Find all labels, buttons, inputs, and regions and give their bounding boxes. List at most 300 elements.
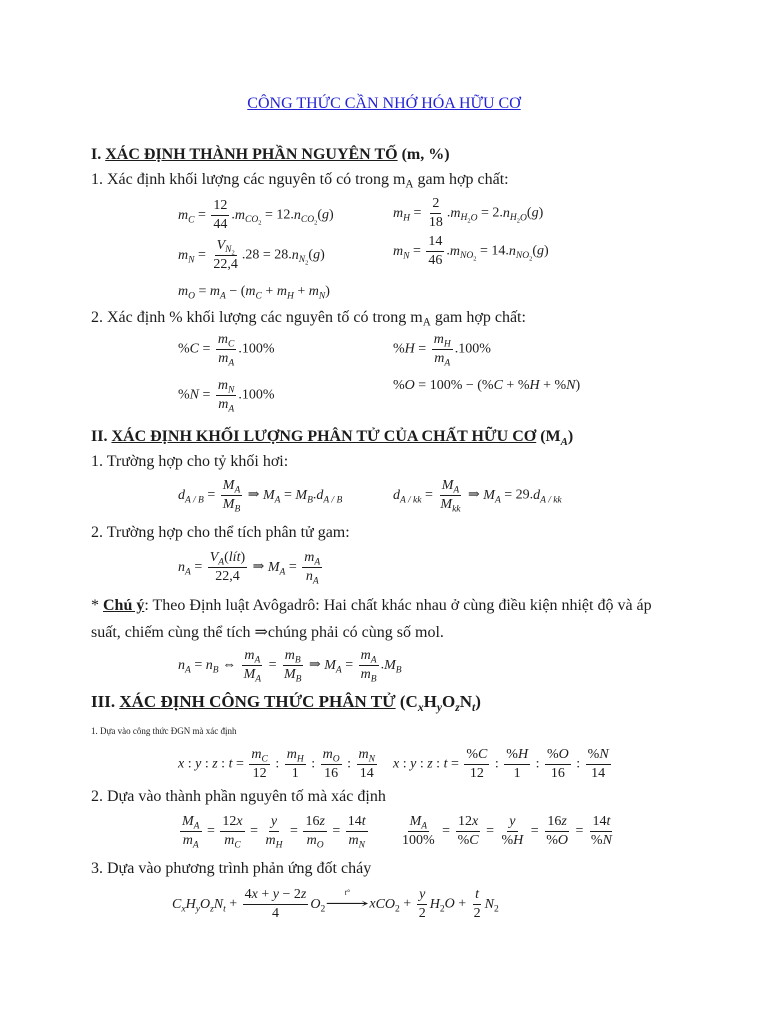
fraction-denominator [305, 832, 326, 849]
subscripted-term [434, 351, 451, 369]
fraction-denominator [468, 765, 486, 782]
math-text: = [341, 657, 357, 673]
math-variable: n [508, 243, 516, 259]
subscript: t [223, 904, 226, 915]
subscript [301, 215, 317, 225]
math-text: 44 [213, 217, 228, 232]
subscripted-term [461, 213, 471, 223]
fraction-denominator [417, 905, 428, 922]
math-variable: lít [228, 550, 241, 565]
subscript: 2 [395, 904, 400, 915]
math-variable: d [178, 487, 185, 503]
math-text: = [199, 341, 214, 357]
fraction-denominator [438, 496, 462, 513]
section-3-item-1: 1. Dựa vào công thức ĐGN mà xác định [91, 726, 237, 736]
math-text: = [572, 823, 587, 839]
fraction-numerator [357, 747, 377, 765]
math-variable: z [561, 814, 567, 829]
math-text: 1 [513, 766, 521, 781]
fraction-denominator [589, 765, 607, 782]
fraction [545, 747, 571, 782]
math-variable: H [529, 378, 540, 393]
math-text: + [399, 896, 415, 912]
subscripted-term [310, 896, 326, 915]
fraction [321, 747, 342, 782]
math-variable: C [493, 378, 503, 393]
subscript: 2 [314, 219, 318, 227]
subscript: N [403, 251, 410, 262]
subscripted-term [441, 692, 460, 715]
fraction-numerator [586, 747, 611, 765]
math-variable: V [216, 238, 226, 253]
subscript: N [318, 291, 326, 302]
math-text: 12 [213, 198, 228, 213]
math-variable: N [484, 896, 494, 912]
math-variable: M [324, 657, 336, 673]
math-variable: x [251, 887, 258, 902]
subscript: B [295, 674, 302, 685]
math-variable: O [404, 378, 415, 393]
math-variable: H [404, 341, 415, 357]
section-number: I. [91, 146, 106, 163]
subscripted-term [225, 245, 235, 255]
subscripted-term [178, 247, 195, 266]
subscript: A / kk [540, 495, 562, 506]
math-variable: y [419, 887, 426, 902]
subscript: A / B [185, 495, 204, 506]
math-text: + [454, 896, 470, 912]
math-variable: M [283, 667, 296, 682]
math-variable: N [566, 378, 576, 393]
section-number: III. [91, 692, 120, 711]
fraction-denominator [544, 832, 570, 849]
subscripted-term [178, 657, 191, 676]
subscripted-term [536, 428, 568, 448]
subscript: 2 [439, 904, 445, 915]
fraction-denominator [290, 765, 301, 782]
fraction [400, 814, 437, 849]
fraction [438, 478, 462, 513]
math-variable: y [195, 756, 202, 772]
fraction [211, 198, 229, 233]
subscript: N [368, 754, 375, 765]
math-variable: H [460, 213, 468, 224]
math-variable: N [225, 245, 232, 256]
math-text: ( [532, 243, 537, 259]
section-3-item-2: 2. Dựa vào thành phần nguyên tố mà xác định [91, 788, 386, 805]
subscripted-term [263, 487, 281, 506]
subscript: y [436, 701, 442, 715]
section-title: XÁC ĐỊNH THÀNH PHẦN NGUYÊN TỐ [105, 146, 398, 163]
note-line-1 [91, 596, 652, 616]
fraction-numerator [303, 814, 326, 832]
math-variable: y [509, 814, 516, 829]
math-variable: m [251, 747, 262, 762]
subscripted-term [484, 896, 499, 915]
math-variable: C [189, 341, 200, 357]
subscripted-term [450, 205, 478, 225]
math-variable: t [443, 756, 448, 772]
subscripted-term [360, 667, 377, 685]
math-variable: m [265, 833, 276, 848]
math-text: = [285, 559, 301, 575]
formula-ratio-percent [398, 814, 616, 849]
math-variable: NO [515, 251, 530, 262]
fraction-denominator [400, 832, 437, 849]
fraction-numerator [590, 814, 612, 832]
math-text: . [380, 657, 385, 673]
math-variable: m [218, 397, 229, 412]
subscripted-term [178, 487, 204, 506]
math-variable: m [178, 284, 189, 299]
subscript: N [358, 840, 365, 851]
fraction-denominator [221, 496, 243, 513]
math-text: : [217, 756, 229, 772]
math-text: % [178, 387, 190, 403]
arrow-condition-label: t° [344, 887, 351, 897]
math-variable: m [450, 205, 461, 221]
subscripted-term [433, 332, 451, 350]
formula-mass-hydrogen [393, 196, 543, 231]
math-variable: m [358, 747, 369, 762]
math-text: 12 [222, 814, 237, 829]
formula-density-vs-air [393, 478, 562, 513]
subscripted-term [348, 833, 365, 851]
math-variable: N [602, 833, 612, 848]
subscript: B [294, 655, 301, 666]
math-variable: z [319, 814, 325, 829]
math-variable: C [172, 896, 182, 912]
math-variable: m [286, 747, 297, 762]
subscripted-term [172, 896, 186, 915]
math-text: C [405, 692, 418, 711]
math-variable: M [441, 478, 454, 493]
subscript: A / kk [400, 495, 422, 506]
section-2-item-2: 2. Trường hợp cho thể tích phân tử gam: [91, 524, 350, 541]
subscript: x [417, 701, 424, 715]
section-title: XÁC ĐỊNH KHỐI LƯỢNG PHÂN TỬ CỦA CHẤT HỮU CƠ [111, 428, 537, 445]
math-text: .100% [238, 341, 275, 357]
subscript: 2 [231, 249, 235, 257]
section-title-suffix: (m, %) [397, 146, 450, 163]
subscripted-term [245, 215, 261, 225]
item-text: gam hợp chất: [430, 309, 526, 326]
subscripted-term [217, 378, 235, 396]
math-text: = [194, 247, 210, 263]
math-variable: m [178, 207, 189, 223]
math-text: ⇒ [464, 487, 484, 503]
math-text: 4 [244, 887, 252, 902]
fraction [302, 550, 322, 585]
fraction-denominator [222, 832, 242, 849]
math-variable: m [234, 207, 246, 223]
reaction-arrow [325, 887, 370, 914]
math-text: = 12. [261, 207, 294, 223]
fraction-numerator [243, 887, 309, 905]
section-1-item-1 [91, 170, 509, 190]
subscript: 2 [516, 217, 521, 225]
fraction-numerator [208, 550, 247, 568]
math-text: . [312, 487, 317, 503]
subscripted-term [324, 657, 342, 676]
formula-molar-volume [178, 550, 324, 585]
fraction [285, 747, 306, 782]
fraction-numerator [321, 747, 342, 765]
formula-mass-oxygen [178, 283, 330, 301]
math-variable: m [433, 332, 444, 347]
math-variable: n [305, 569, 313, 584]
fraction-denominator [472, 905, 483, 922]
math-variable: H [517, 747, 529, 762]
math-variable: m [217, 378, 229, 393]
math-text: = [447, 756, 463, 772]
fraction-numerator [504, 747, 530, 765]
math-text: = [328, 823, 344, 839]
math-variable: m [308, 284, 319, 299]
math-text: = [414, 341, 430, 357]
math-text: = 14. [476, 243, 509, 259]
math-text: : [307, 756, 319, 772]
math-text: % [393, 378, 405, 393]
subscripted-term [178, 284, 195, 302]
subscript: B [307, 495, 313, 506]
subscript [225, 245, 235, 255]
fraction-numerator [456, 814, 480, 832]
math-text: .28 = 28. [241, 247, 292, 263]
math-variable: y [272, 887, 280, 902]
math-variable: m [322, 747, 333, 762]
math-text: = [190, 657, 206, 673]
subscript: A [192, 840, 199, 851]
math-variable: t [361, 814, 366, 829]
subscripted-term [441, 478, 460, 496]
subscript: H [443, 339, 451, 350]
note-line-2 [91, 623, 444, 643]
math-variable: M [295, 487, 308, 503]
math-text: − ( [225, 284, 246, 299]
subscript [510, 213, 527, 223]
section-number: II. [91, 428, 112, 445]
math-variable: m [245, 284, 256, 299]
math-text: H [423, 692, 437, 711]
section-2-heading [91, 427, 573, 447]
math-text: − 2 [279, 887, 301, 902]
subscripted-term [222, 497, 241, 515]
subscripted-term [286, 747, 304, 765]
fraction-numerator [211, 198, 229, 216]
math-variable: g [322, 207, 329, 223]
subscript: B [370, 674, 377, 685]
math-text: + [293, 284, 309, 299]
math-variable: N [599, 747, 609, 762]
math-text: ) [567, 428, 574, 445]
math-text: % [546, 833, 558, 848]
subscripted-term [218, 351, 235, 369]
subscripted-term [217, 332, 235, 350]
subscript: A / B [323, 495, 343, 506]
item-text: 1. Xác định khối lượng các nguyên tố có trong m [91, 171, 406, 188]
subscript: N [228, 385, 235, 396]
fraction-denominator [242, 666, 264, 683]
note-label: Chú ý [103, 597, 145, 614]
item-subscript: A [422, 316, 431, 329]
math-variable: d [316, 487, 324, 503]
fraction [432, 332, 453, 367]
math-text: + [257, 887, 273, 902]
fraction-numerator [430, 196, 441, 214]
subscripted-term [440, 497, 461, 515]
math-variable: m [182, 833, 193, 848]
subscripted-term [182, 833, 199, 851]
subscript: H [286, 291, 294, 302]
subscript: H [296, 754, 304, 765]
math-text: 2 [432, 196, 440, 211]
formula-ratio-mass [178, 814, 370, 849]
math-variable: CO [245, 215, 259, 226]
subscript: B [212, 665, 219, 676]
math-variable: O [310, 896, 321, 912]
fraction-numerator [359, 648, 379, 666]
section-3-heading [91, 692, 481, 715]
section-title-suffix [536, 428, 574, 448]
math-text: = [286, 823, 302, 839]
math-variable: y [270, 814, 278, 829]
math-text: ( [224, 550, 229, 565]
fraction-denominator [456, 832, 481, 849]
math-variable: m [244, 648, 255, 663]
math-text: : [271, 756, 283, 772]
subscripted-term [213, 896, 226, 915]
subscript: A [185, 567, 191, 578]
math-text: = [482, 823, 498, 839]
math-text: : [532, 756, 543, 772]
fraction-numerator [242, 648, 262, 666]
math-text: : [399, 756, 411, 772]
math-variable: m [393, 205, 404, 221]
subscript: A [220, 291, 226, 302]
subscript: A [560, 435, 568, 448]
fraction [208, 550, 247, 585]
math-text: + % [539, 378, 567, 393]
math-text: .100% [454, 341, 491, 357]
math-text: = 29. [500, 487, 534, 503]
math-variable: n [205, 657, 213, 673]
subscript: A [228, 358, 235, 369]
subscripted-term [533, 487, 562, 506]
fraction-denominator [211, 256, 240, 273]
fraction [427, 196, 445, 231]
math-text: + % [502, 378, 530, 393]
subscript [461, 213, 478, 223]
subscript: 2 [467, 217, 471, 225]
math-text: = [421, 487, 437, 503]
fraction [504, 747, 530, 782]
math-text: 16 [550, 766, 565, 781]
subscript: A [254, 655, 261, 666]
math-variable: m [348, 833, 359, 848]
fraction-denominator [322, 765, 340, 782]
fraction-numerator [426, 234, 444, 252]
math-text: = [232, 756, 248, 772]
subscript: B [395, 665, 402, 676]
math-text: ) [329, 207, 334, 223]
math-variable: m [276, 284, 287, 299]
fraction-numerator [545, 814, 568, 832]
subscripted-term [216, 238, 235, 257]
subscripted-term [178, 559, 191, 578]
math-text: ) [320, 247, 325, 263]
subscripted-term [304, 550, 321, 568]
subscript: B [234, 504, 241, 515]
math-variable: m [178, 247, 189, 263]
math-text: ) [240, 550, 246, 565]
math-text: ) [538, 205, 544, 221]
subscripted-term [209, 550, 225, 568]
subscripted-term [224, 833, 241, 851]
formula-percent-oxygen [393, 377, 580, 395]
subscript: A [234, 485, 241, 496]
subscripted-term [384, 657, 402, 676]
math-text: = [246, 823, 262, 839]
fraction-numerator [346, 814, 368, 832]
fraction-denominator [500, 832, 526, 849]
math-variable: t [475, 887, 480, 902]
subscript: t [472, 701, 476, 715]
math-variable: m [360, 667, 371, 682]
math-text: 18 [428, 215, 443, 230]
math-text: 100% [402, 833, 435, 848]
math-text: . [446, 243, 450, 259]
subscript: C [188, 215, 195, 226]
fraction-numerator [216, 378, 236, 396]
subscripted-term [245, 284, 262, 302]
subscripted-term [460, 251, 476, 261]
math-text: : [491, 756, 503, 772]
fraction-numerator [507, 814, 517, 832]
math-text: = [203, 823, 219, 839]
fraction-numerator [464, 747, 489, 765]
subscript: A [312, 576, 319, 587]
math-variable: V [209, 550, 219, 565]
math-text: ( [395, 692, 406, 711]
subscript: H [275, 840, 283, 851]
subscript: A [274, 495, 281, 506]
math-variable: x [178, 756, 185, 772]
fraction-denominator [589, 832, 614, 849]
math-text: ⟶ [325, 896, 370, 912]
subscripted-term [375, 896, 400, 915]
subscript: A [335, 665, 342, 676]
math-text: (M [536, 428, 561, 445]
math-text: % [587, 747, 600, 762]
math-variable: x [369, 896, 376, 912]
math-text: % [466, 747, 479, 762]
fraction [303, 814, 326, 849]
subscript: 2 [473, 255, 477, 263]
subscript: O [316, 840, 324, 851]
fraction-denominator [213, 568, 242, 585]
math-text: = [265, 657, 280, 673]
subscript: C [228, 339, 235, 350]
subscript: A [494, 495, 501, 506]
math-text: 14 [359, 766, 374, 781]
math-variable: NO [460, 251, 474, 262]
subscripted-term [308, 284, 326, 302]
subscript: A [421, 821, 428, 832]
math-text: = [280, 487, 296, 503]
implies-arrow-icon: ⇒ [254, 624, 268, 641]
fraction-denominator [359, 666, 379, 683]
